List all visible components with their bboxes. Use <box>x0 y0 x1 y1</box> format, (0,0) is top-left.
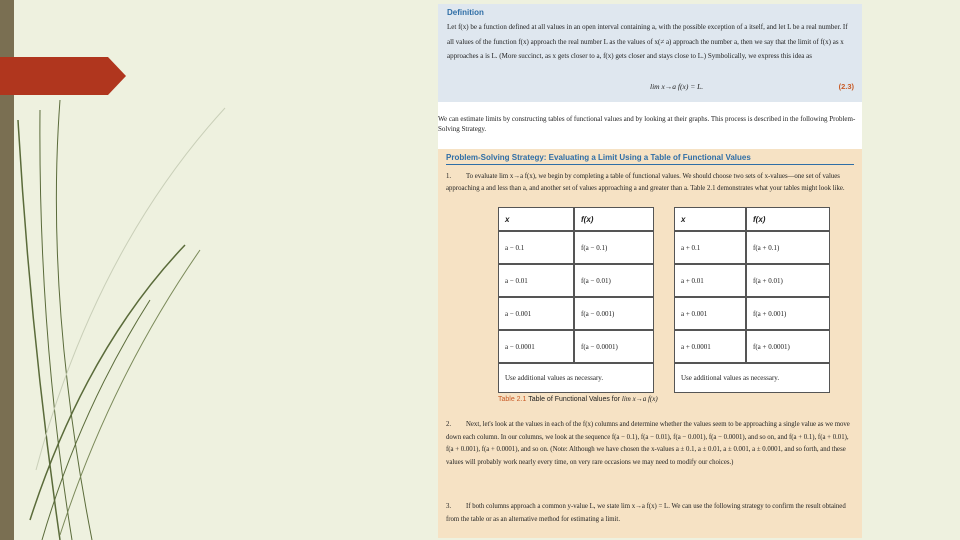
table-cell: a − 0.01 <box>498 264 574 297</box>
step-1-number: 1. <box>446 173 452 180</box>
equation-number: (2.3) <box>838 82 854 91</box>
table-cell: f(a − 0.0001) <box>574 330 654 363</box>
table-caption-label: Table 2.1 <box>498 396 527 403</box>
table-cell: a + 0.0001 <box>674 330 746 363</box>
step-2-text: Next, let's look at the values in each of the f(x) columns and determine whether the values seem to be approaching a single value as we move down each column. In our columns, we look at the sequence f(a − 0.1), f(a − 0.01), f(a − 0.001), f(a − 0.0001), and so on, and f(a + 0.1), f(a + 0.01), f(a + 0.001), f(a + 0.0001), and so on. (Note: Although we have chosen the x-values a ± 0.1, a ± 0.01, a ± 0.001, a ± 0.0001, and so forth, and these values will probably work nearly every time, on very rare occasions we may need to modify our choices.) <box>446 421 850 466</box>
table-cell: a − 0.0001 <box>498 330 574 363</box>
table-cell: f(a − 0.1) <box>574 231 654 264</box>
red-arrow-shape <box>0 57 126 95</box>
table-cell: a + 0.1 <box>674 231 746 264</box>
step-2 <box>446 419 856 469</box>
table-header-fx-left: f(x) <box>574 207 654 231</box>
table-cell: f(a − 0.001) <box>574 297 654 330</box>
table-header-fx-right: f(x) <box>746 207 830 231</box>
table-cell: f(a + 0.001) <box>746 297 830 330</box>
functional-values-table <box>498 207 858 389</box>
table-cell: a + 0.001 <box>674 297 746 330</box>
table-cell: f(a − 0.01) <box>574 264 654 297</box>
step-1 <box>446 171 856 195</box>
table-cell: f(a + 0.0001) <box>746 330 830 363</box>
intro-paragraph: We can estimate limits by constructing tables of functional values and by looking at their graphs. This process is described in the following Problem-Solving Strategy. <box>438 115 856 133</box>
table-footer-right: Use additional values as necessary. <box>674 363 830 393</box>
step-1-text: To evaluate lim x→a f(x), we begin by completing a table of functional values. We should choose two sets of x-values—one set of values approaching a and less than a, and another set of values approaching a and greater than a. Table 2.1 demonstrates what your tables might look like. <box>446 173 845 192</box>
table-footer-left: Use additional values as necessary. <box>498 363 654 393</box>
table-cell: f(a + 0.1) <box>746 231 830 264</box>
table-header-x-left: x <box>498 207 574 231</box>
table-caption <box>498 395 658 403</box>
table-caption-text: Table of Functional Values for <box>528 396 620 403</box>
definition-box <box>438 4 862 102</box>
table-caption-limit: lim x→a f(x) <box>621 395 658 403</box>
definition-title: Definition <box>447 8 484 17</box>
step-3 <box>446 501 856 526</box>
table-cell: a − 0.001 <box>498 297 574 330</box>
table-cell: f(a + 0.01) <box>746 264 830 297</box>
step-3-number: 3. <box>446 503 452 510</box>
strategy-box <box>438 149 862 538</box>
definition-text: Let f(x) be a function defined at all values in an open interval containing a, with the possible exception of a itself, and let L be a real number. If all values of the function f(x) approach the real number L as the values of x(≠ a) approach the number a, then we say that the limit of f(x) as x approaches a is L. (More succinct, as x gets closer to a, f(x) gets closer and stays close to L.) Symbolically, we express this idea as <box>447 23 848 60</box>
table-header-x-right: x <box>674 207 746 231</box>
table-cell: a + 0.01 <box>674 264 746 297</box>
definition-equation: lim x→a f(x) = L. <box>650 82 704 91</box>
strategy-title: Problem-Solving Strategy: Evaluating a Limit Using a Table of Functional Values <box>446 153 854 165</box>
step-3-text: If both columns approach a common y-value L, we state lim x→a f(x) = L. We can use the following strategy to confirm the result obtained from the table or as an alternative method for estimating a limit. <box>446 503 846 523</box>
table-cell: a − 0.1 <box>498 231 574 264</box>
document-page <box>438 4 862 538</box>
step-2-number: 2. <box>446 421 452 428</box>
